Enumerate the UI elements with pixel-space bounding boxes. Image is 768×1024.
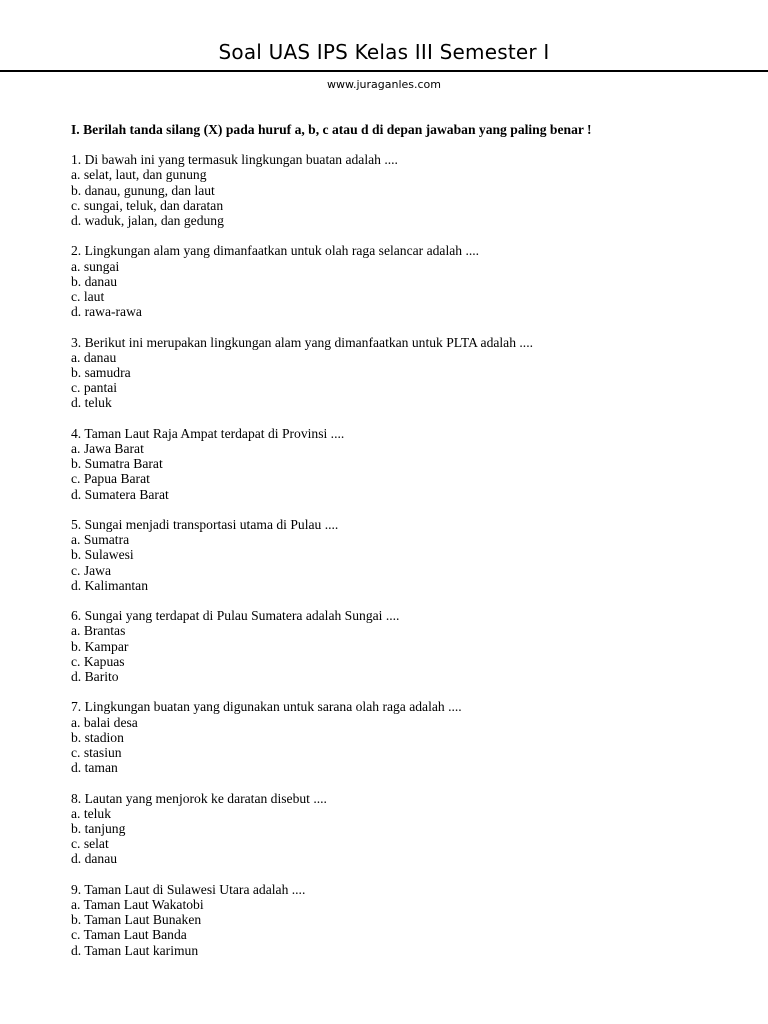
- answer-option: c. Papua Barat: [71, 471, 150, 487]
- answer-option: b. Sulawesi: [71, 547, 134, 563]
- answer-option: d. Kalimantan: [71, 577, 149, 593]
- answer-option: a. Jawa Barat: [71, 441, 144, 457]
- answer-option: c. sungai, teluk, dan daratan: [71, 197, 224, 213]
- answer-option: c. selat: [71, 836, 109, 852]
- question-text: 2. Lingkungan alam yang dimanfaatkan untuk olah raga selancar adalah ....: [71, 243, 480, 259]
- answer-option: d. danau: [71, 851, 118, 867]
- answer-option: c. Jawa: [71, 562, 112, 578]
- answer-option: c. Taman Laut Banda: [71, 927, 187, 943]
- answer-option: b. stadion: [71, 729, 124, 745]
- answer-option: c. laut: [71, 289, 105, 305]
- exam-content: [71, 122, 751, 973]
- question-text: 6. Sungai yang terdapat di Pulau Sumatera adalah Sungai ....: [71, 608, 400, 624]
- answer-option: a. Brantas: [71, 623, 126, 639]
- answer-option: a. Sumatra: [71, 532, 130, 548]
- answer-option: b. Kampar: [71, 638, 129, 654]
- website-url: www.juraganles.com: [326, 78, 441, 91]
- answer-option: a. balai desa: [71, 714, 138, 730]
- answer-option: a. selat, laut, dan gunung: [71, 167, 207, 183]
- answer-option: d. Taman Laut karimun: [71, 942, 199, 958]
- question-block: [71, 882, 751, 958]
- answer-option: d. teluk: [71, 395, 112, 411]
- document-header: [0, 0, 768, 100]
- question-text: 1. Di bawah ini yang termasuk lingkungan buatan adalah ....: [71, 152, 398, 168]
- question-block: [71, 426, 751, 502]
- answer-option: d. taman: [71, 760, 118, 776]
- header-divider: [0, 70, 768, 72]
- answer-option: b. tanjung: [71, 821, 126, 837]
- question-block: [71, 699, 751, 775]
- instruction-text: I. Berilah tanda silang (X) pada huruf a, b, c atau d di depan jawaban yang paling benar !: [71, 122, 592, 137]
- document-title: Soal UAS IPS Kelas III Semester I: [218, 40, 550, 64]
- answer-option: a. danau: [71, 349, 117, 365]
- answer-option: a. teluk: [71, 805, 112, 821]
- question-text: 4. Taman Laut Raja Ampat terdapat di Provinsi ....: [71, 425, 345, 441]
- question-text: 5. Sungai menjadi transportasi utama di Pulau ....: [71, 517, 339, 533]
- answer-option: b. samudra: [71, 365, 131, 381]
- answer-option: a. sungai: [71, 258, 120, 274]
- question-block: [71, 517, 751, 593]
- answer-option: a. Taman Laut Wakatobi: [71, 897, 204, 913]
- question-text: 7. Lingkungan buatan yang digunakan untuk sarana olah raga adalah ....: [71, 699, 462, 715]
- question-list: [71, 152, 751, 958]
- answer-option: b. Taman Laut Bunaken: [71, 912, 202, 928]
- answer-option: c. Kapuas: [71, 653, 125, 669]
- answer-option: c. pantai: [71, 380, 118, 396]
- answer-option: b. danau: [71, 273, 118, 289]
- answer-option: d. Sumatera Barat: [71, 486, 169, 502]
- question-block: [71, 335, 751, 411]
- question-block: [71, 243, 751, 319]
- question-text: 3. Berikut ini merupakan lingkungan alam yang dimanfaatkan untuk PLTA adalah ....: [71, 334, 534, 350]
- answer-option: b. Sumatra Barat: [71, 456, 163, 472]
- answer-option: c. stasiun: [71, 745, 122, 761]
- question-text: 8. Lautan yang menjorok ke daratan disebut ....: [71, 790, 327, 806]
- answer-option: d. waduk, jalan, dan gedung: [71, 213, 224, 229]
- answer-option: d. rawa-rawa: [71, 304, 142, 320]
- question-block: [71, 608, 751, 684]
- answer-option: d. Barito: [71, 669, 119, 685]
- question-block: [71, 152, 751, 228]
- answer-option: b. danau, gunung, dan laut: [71, 182, 215, 198]
- question-text: 9. Taman Laut di Sulawesi Utara adalah ....: [71, 881, 306, 897]
- question-block: [71, 791, 751, 867]
